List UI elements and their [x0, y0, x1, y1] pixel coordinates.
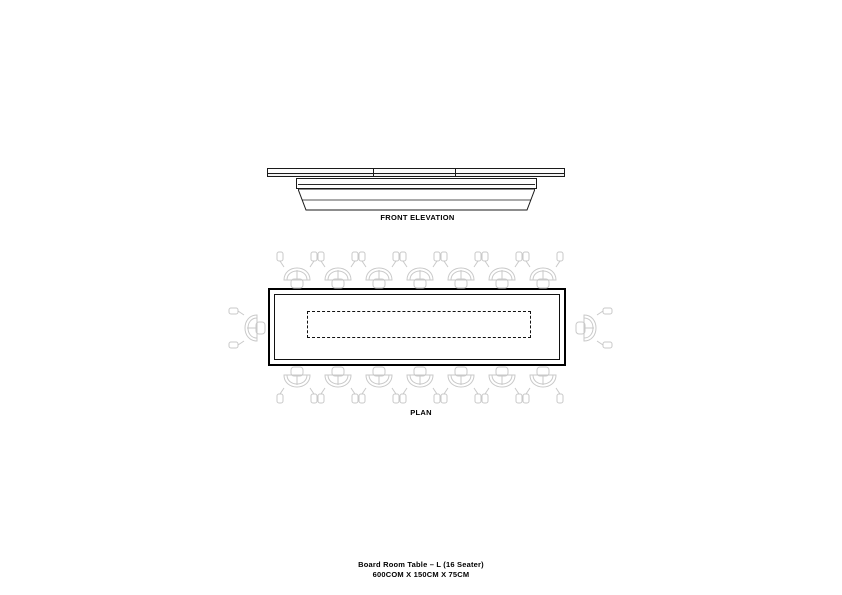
chair-bottom-1 — [274, 365, 320, 405]
front-elevation-view — [265, 165, 570, 220]
chair-bottom-6 — [479, 365, 525, 405]
chair-right-end — [574, 305, 614, 351]
chair-top-1 — [274, 250, 320, 290]
plan-view — [228, 248, 614, 420]
drawing-title: Board Room Table – L (16 Seater) — [358, 560, 484, 569]
chair-top-2 — [315, 250, 361, 290]
chair-top-4 — [397, 250, 443, 290]
front-elevation-label: FRONT ELEVATION — [380, 213, 455, 222]
chair-top-7 — [520, 250, 566, 290]
plan-table-outline — [268, 288, 566, 366]
chair-bottom-4 — [397, 365, 443, 405]
drawing-dimensions: 600COM X 150CM X 75CM — [372, 570, 470, 579]
elevation-joint-tick-left — [373, 168, 374, 177]
elevation-base-plinth — [298, 189, 535, 211]
elevation-apron-reveal — [298, 184, 535, 185]
elevation-tabletop-edge — [267, 174, 565, 177]
chair-top-3 — [356, 250, 402, 290]
title-block — [0, 560, 842, 580]
elevation-joint-tick-right — [455, 168, 456, 177]
chair-left-end — [227, 305, 267, 351]
chair-bottom-7 — [520, 365, 566, 405]
chair-bottom-5 — [438, 365, 484, 405]
chair-top-5 — [438, 250, 484, 290]
chair-bottom-3 — [356, 365, 402, 405]
plan-table-hidden-detail — [307, 311, 531, 338]
chair-bottom-2 — [315, 365, 361, 405]
plan-label: PLAN — [410, 408, 432, 417]
chair-top-6 — [479, 250, 525, 290]
